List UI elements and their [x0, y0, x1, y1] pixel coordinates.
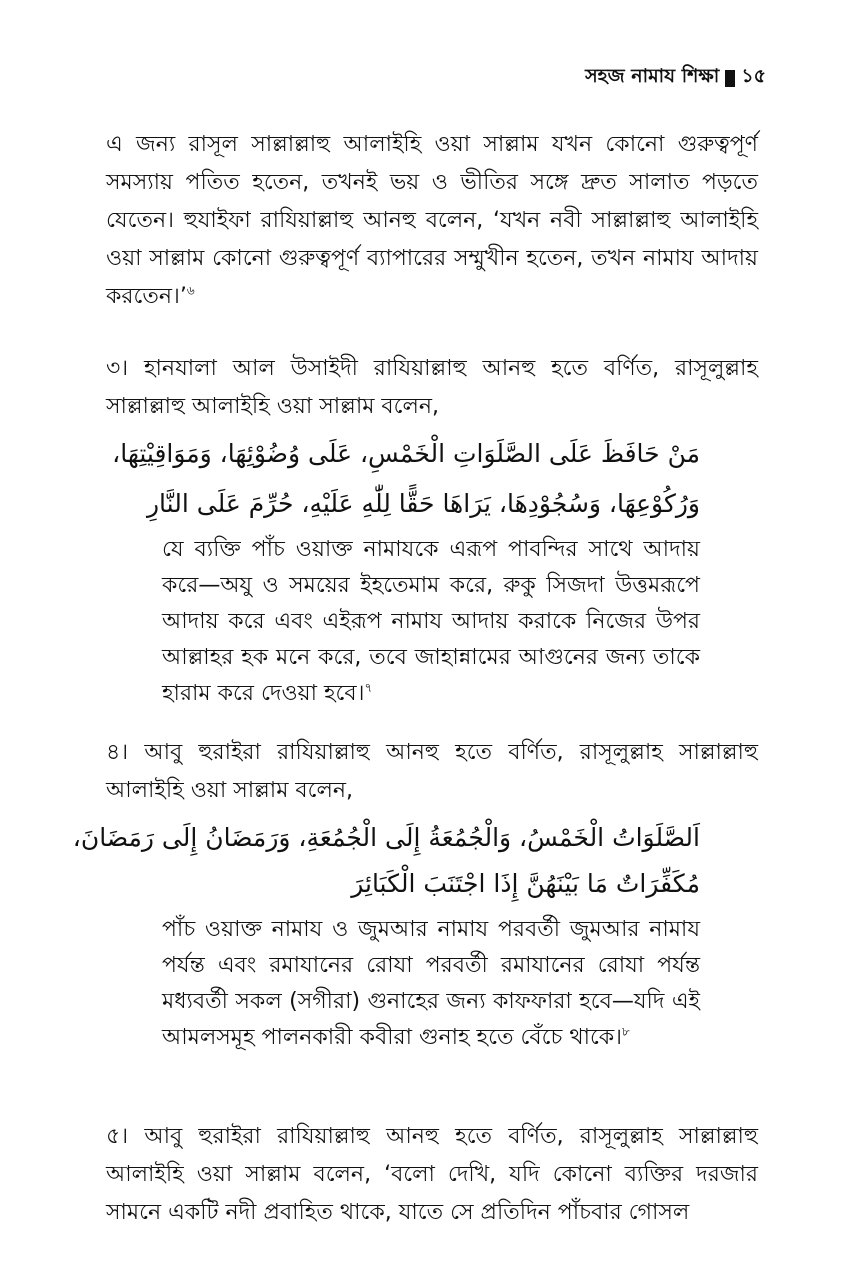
hadith-5-paragraph: ৫। আবু হুরাইরা রাযিয়াল্লাহু আনহু হতে বর্ণিত, রাসূলুল্লাহ সাল্লাল্লাহু আলাইহি ওয়া সাল্লাম বলেন, ‘বলো দেখি, যদি কোনো ব্যক্তির দরজার সামনে একটি নদী প্রবাহিত থাকে, যাতে সে প্রতিদিন পাঁচবার গোসল — [106, 1124, 758, 1225]
hadith-3-translation-text: যে ব্যক্তি পাঁচ ওয়াক্ত নামাযকে এরূপ পাবন্দির সাথে আদায় করে—অযু ও সময়ের ইহতেমাম করে, রুকু সিজদা উত্তমরূপে আদায় করে এবং এইরূপ নামায আদায় করাকে নিজের উপর আল্লাহর হক মনে করে, তবে জাহান্নামের আগুনের জন্য তাকে হারাম করে দেওয়া হবে। — [162, 537, 700, 706]
footnote-marker: ৮ — [622, 1024, 630, 1039]
footnote-marker: ৭ — [364, 680, 373, 695]
hadith-4-arabic-line-2: مُكَفِّرَاتٌ مَا بَيْنَهُنَّ إِذَا اجْتَنَبَ الْكَبَائِرَ — [351, 869, 700, 898]
book-title: সহজ নামায শিক্ষা — [585, 65, 720, 87]
footnote-marker: ৬ — [186, 283, 195, 298]
running-header — [585, 62, 766, 94]
hadith-3-arabic-line-1: مَنْ حَافَظَ عَلَى الصَّلَوَاتِ الْخَمْسِ، عَلَى وُضُوْئِهَا، وَمَوَاقِيْتِهَا، — [112, 439, 700, 468]
hadith-4-arabic-line-1: اَلصَّلَوَاتُ الْخَمْسُ، وَالْجُمُعَةُ إِلَى الْجُمُعَةِ، وَرَمَضَانُ إِلَى رَمَضَانَ، — [72, 823, 700, 852]
intro-paragraph — [106, 126, 758, 316]
hadith-3-intro: ৩। হানযালা আল উসাইদী রাযিয়াল্লাহু আনহু হতে বর্ণিত, রাসূলুল্লাহ সাল্লাল্লাহু আলাইহি ওয়া সাল্লাম বলেন, — [106, 356, 758, 419]
hadith-3-arabic-line-2: وَرُكُوْعِهَا، وَسُجُوْدِهَا، يَرَاهَا حَقًّا لِلّٰهِ عَلَيْهِ، حُرِّمَ عَلَى النَّارِ — [146, 489, 700, 518]
page-number: ১৫ — [741, 65, 766, 87]
hadith-3-translation — [162, 532, 700, 712]
hadith-4-translation — [162, 912, 700, 1056]
hadith-4-intro: ৪। আবু হুরাইরা রাযিয়াল্লাহু আনহু হতে বর্ণিত, রাসূলুল্লাহ সাল্লাল্লাহু আলাইহি ওয়া সাল্লাম বলেন, — [106, 740, 758, 803]
hadith-4-translation-text: পাঁচ ওয়াক্ত নামায ও জুমআর নামায পরবর্তী জুমআর নামায পর্যন্ত এবং রমাযানের রোযা পরবর্তী রমাযানের রোযা পর্যন্ত মধ্যবর্তী সকল (সগীরা) গুনাহের জন্য কাফফারা হবে—যদি এই আমলসমূহ পালনকারী কবীরা গুনাহ হতে বেঁচে থাকে। — [162, 917, 700, 1050]
intro-text: এ জন্য রাসূল সাল্লাল্লাহু আলাইহি ওয়া সাল্লাম যখন কোনো গুরুত্বপূর্ণ সমস্যায় পতিত হতেন, তখনই ভয় ও ভীতির সঙ্গে দ্রুত সালাত পড়তে যেতেন। হুযাইফা রাযিয়াল্লাহু আনহু বলেন, ‘যখন নবী সাল্লাল্লাহু আলাইহি ওয়া সাল্লাম কোনো গুরুত্বপূর্ণ ব্যাপারের সম্মুখীন হতেন, তখন নামায আদায় করতেন।’ — [106, 132, 758, 309]
header-square-mark — [725, 70, 735, 87]
